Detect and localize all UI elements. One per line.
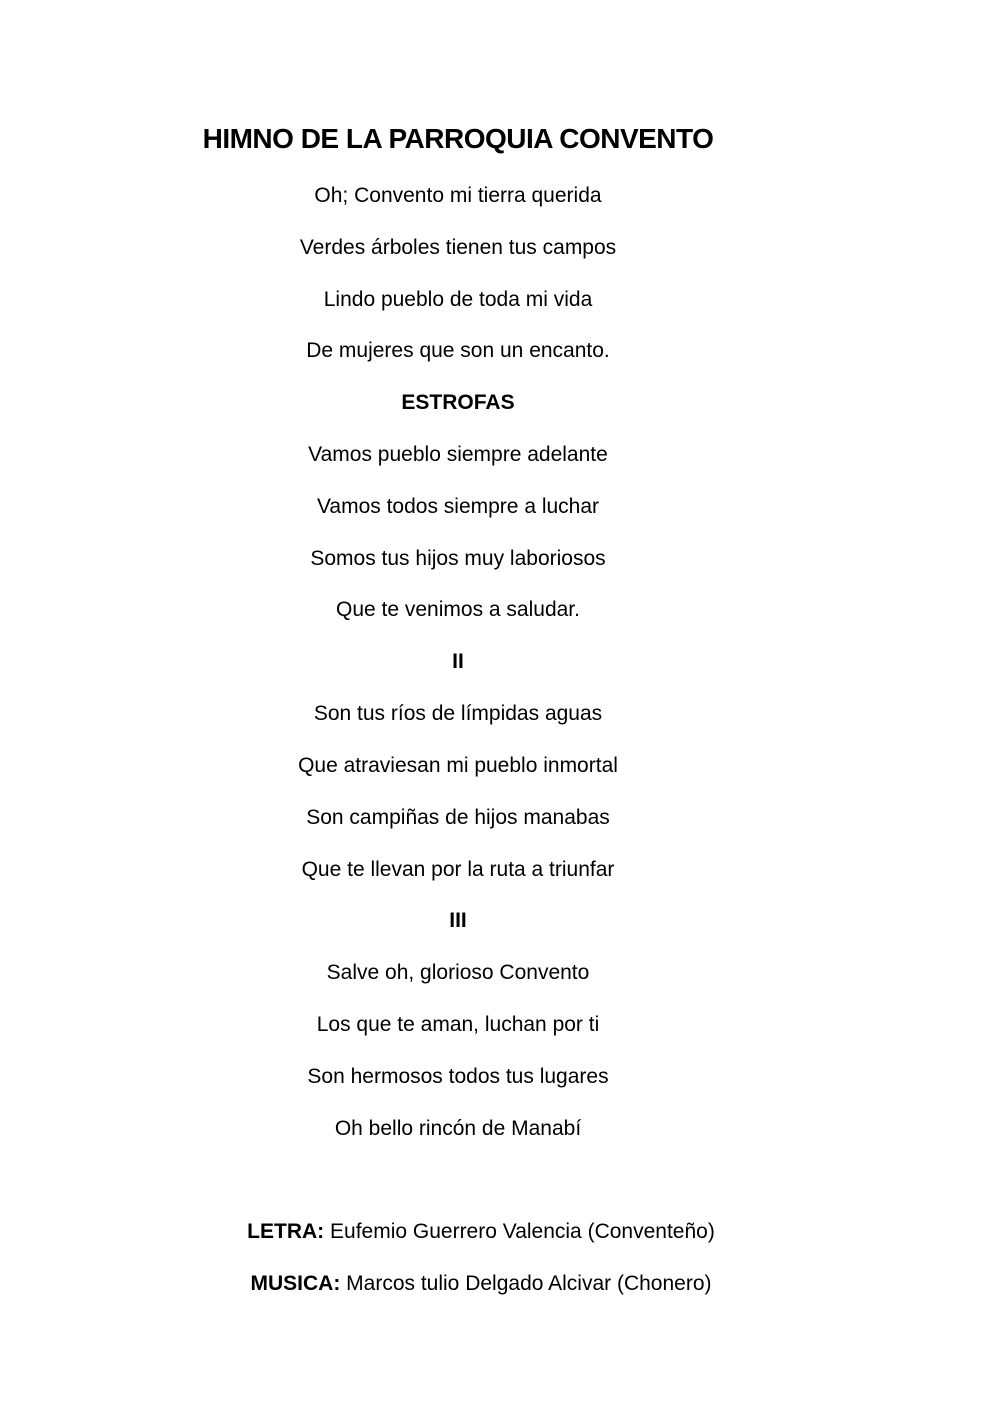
estrofa2-heading: II bbox=[452, 650, 464, 673]
estrofa3-line-4: Oh bello rincón de Manabí bbox=[334, 1117, 582, 1140]
coro-line-1: Oh; Convento mi tierra querida bbox=[314, 184, 602, 207]
credit-letra-value: Eufemio Guerrero Valencia (Conventeño) bbox=[324, 1220, 715, 1243]
estrofa2-line-3: Son campiñas de hijos manabas bbox=[306, 806, 610, 829]
estrofa3-line-3: Son hermosos todos tus lugares bbox=[307, 1065, 609, 1088]
hymn-title: HIMNO DE LA PARROQUIA CONVENTO bbox=[202, 123, 714, 154]
credit-letra-label: LETRA: bbox=[247, 1220, 325, 1243]
credit-musica-label: MUSICA: bbox=[250, 1272, 341, 1295]
estrofa3-line-2: Los que te aman, luchan por ti bbox=[316, 1013, 600, 1036]
credit-musica bbox=[0, 1269, 962, 1299]
coro-line-4: De mujeres que son un encanto. bbox=[306, 339, 610, 362]
estrofa2-line-4: Que te llevan por la ruta a triunfar bbox=[301, 858, 615, 881]
estrofa3-heading: III bbox=[449, 909, 467, 932]
estrofa1-line-1: Vamos pueblo siempre adelante bbox=[308, 443, 608, 466]
credit-musica-value: Marcos tulio Delgado Alcivar (Chonero) bbox=[340, 1272, 712, 1295]
estrofa1-line-3: Somos tus hijos muy laboriosos bbox=[310, 547, 606, 570]
estrofa3-line-1: Salve oh, glorioso Convento bbox=[326, 961, 590, 984]
coro-line-2: Verdes árboles tienen tus campos bbox=[299, 236, 617, 259]
credit-letra bbox=[0, 1217, 962, 1247]
estrofas-heading: ESTROFAS bbox=[401, 391, 515, 414]
estrofa2-line-1: Son tus ríos de límpidas aguas bbox=[313, 702, 603, 725]
estrofa1-line-2: Vamos todos siempre a luchar bbox=[316, 495, 600, 518]
coro-line-3: Lindo pueblo de toda mi vida bbox=[323, 288, 593, 311]
estrofa1-line-4: Que te venimos a saludar. bbox=[336, 598, 580, 621]
estrofa2-line-2: Que atraviesan mi pueblo inmortal bbox=[298, 754, 618, 777]
